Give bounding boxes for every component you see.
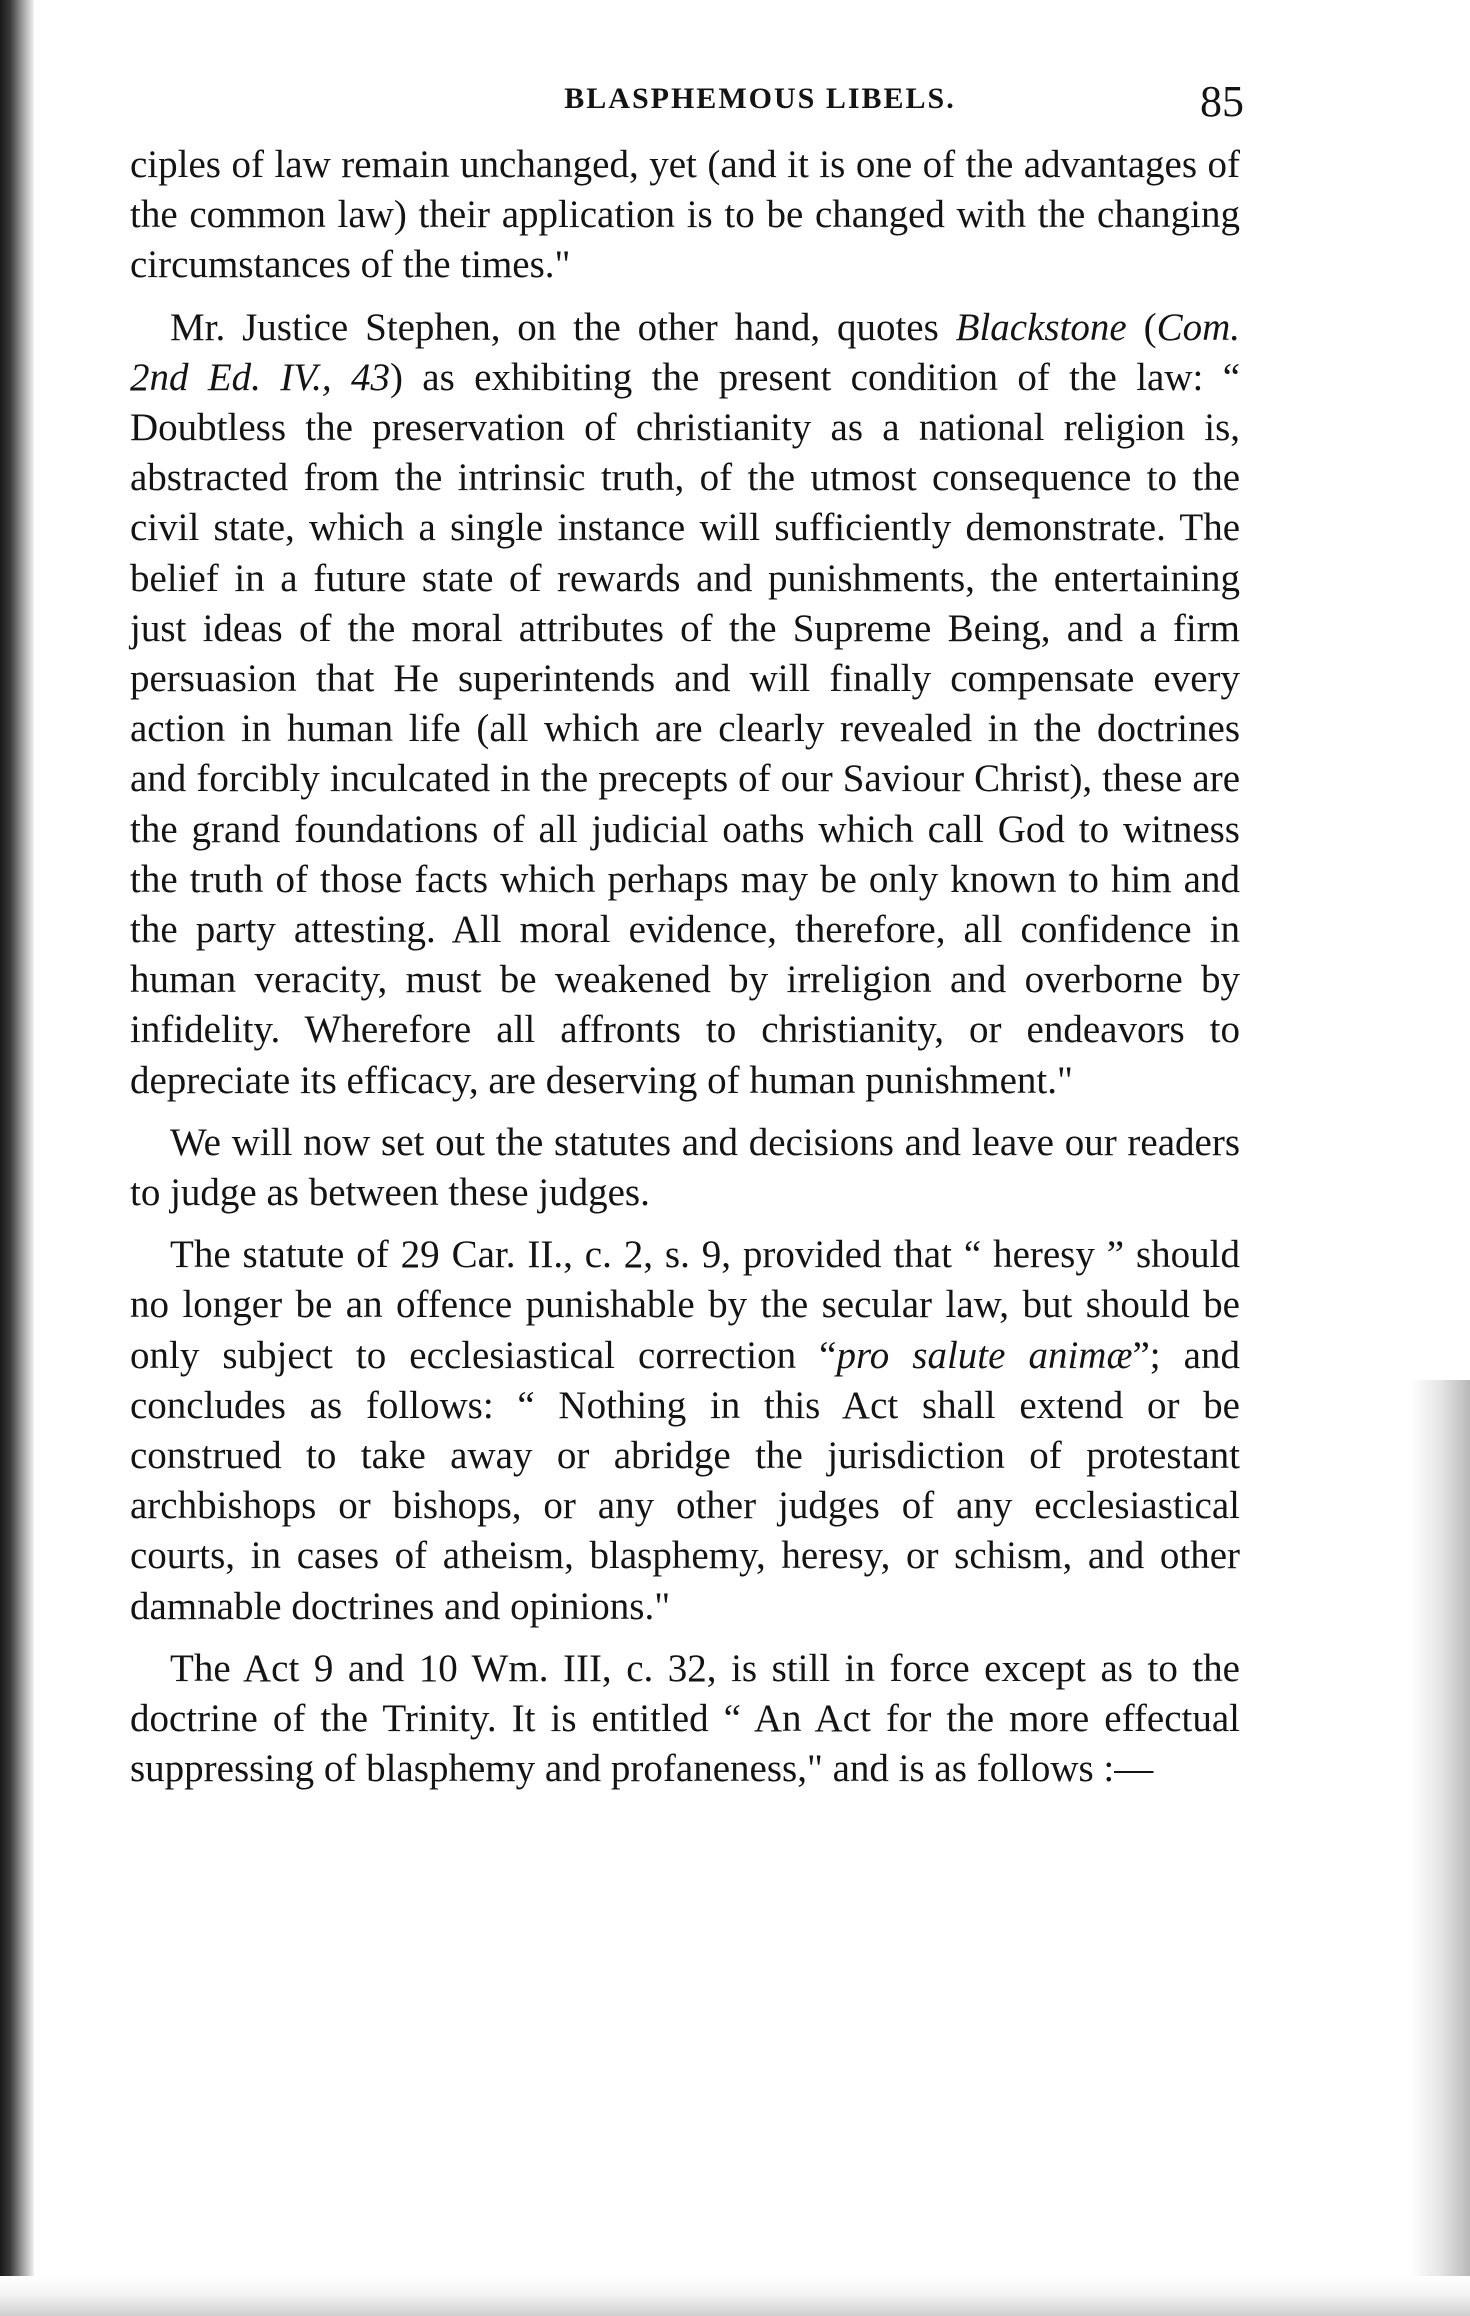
paragraph-5-text: The Act 9 and 10 Wm. III, c. 32, is still in force except as to the doctrine of the Trinity. It is entitled “ An Act for the more effectual suppressing of blasphemy and profaneness," and is as follows :— [130, 1646, 1240, 1791]
paragraph-3-text: We will now set out the statutes and decisions and leave our readers to judge as between these judges. [130, 1120, 1240, 1215]
paragraph-1 [130, 140, 1240, 291]
latin-phrase: pro salute animæ [836, 1333, 1133, 1377]
paragraph-4-text-a: The statute of 29 Car. II., c. 2, s. 9, provided that “ heresy ” should no longer be an offence punishable by the secular law, but should be only subject to ecclesiastical correction “ [130, 1233, 1240, 1377]
paragraph-2-text-a: Mr. Justice Stephen, on the other hand, quotes [170, 305, 956, 349]
paragraph-3 [130, 1118, 1240, 1218]
running-title: BLASPHEMOUS LIBELS. [564, 82, 956, 115]
paragraph-2-text-b: ( [1126, 305, 1157, 349]
citation-blackstone: Blackstone [955, 305, 1127, 349]
body-text [130, 140, 1240, 1807]
citation-commentaries: Com. 2nd Ed. IV., 43 [130, 305, 1240, 399]
page-edge-shadow-left [0, 0, 34, 2316]
paragraph-2-text-c: ) as exhibiting the present condition of the law: “ Doubtless the preservation of christianity as a national religion is, abstracted from the intrinsic truth, of the utmost consequence to the civil state, which a single instance will sufficiently demonstrate. The belief in a future state of rewards and punishments, the entertaining just ideas of the moral attributes of the Supreme Being, and a firm persuasion that He superintends and will finally compensate every action in human life (all which are clearly revealed in the doctrines and forcibly inculcated in the precepts of our Saviour Christ), these are the grand foundations of all judicial oaths which call God to witness the truth of those facts which perhaps may be only known to him and the party attesting. All moral evidence, therefore, all confidence in human veracity, must be weakened by irreligion and overborne by infidelity. Wherefore all affronts to christianity, or endeavors to depreciate its efficacy, are deserving of human punishment." [130, 355, 1241, 1102]
paragraph-1-text: ciples of law remain unchanged, yet (and it is one of the advantages of the common law) their application is to be changed with the changing circumstances of the times." [130, 143, 1240, 287]
paragraph-4 [130, 1230, 1240, 1632]
page-edge-shadow-bottom [0, 2276, 1470, 2316]
page-number: 85 [1200, 77, 1244, 126]
paragraph-5 [130, 1644, 1240, 1795]
paragraph-2 [130, 303, 1240, 1106]
page-edge-shadow-right [1410, 1380, 1470, 2316]
paragraph-4-text-b: ”; and concludes as follows: “ Nothing in this Act shall extend or be construed to take away or abridge the jurisdiction of protestant archbishops or bishops, or any other judges of any ecclesiastical courts, in cases of atheism, blasphemy, heresy, or schism, and other damnable doctrines and opinions." [130, 1333, 1240, 1628]
